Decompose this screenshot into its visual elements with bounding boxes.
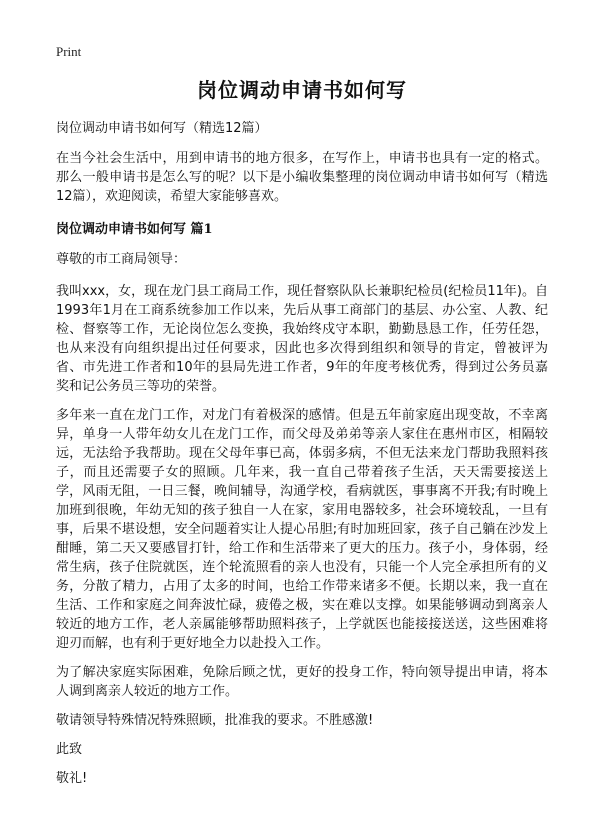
document-body [56, 75, 548, 788]
subtitle: 岗位调动申请书如何写（精选12篇） [56, 121, 268, 136]
body-paragraph: 敬请领导特殊情况特殊照顾，批准我的要求。不胜感激! [56, 713, 374, 728]
print-link[interactable]: Print [56, 44, 82, 59]
section-heading: 岗位调动申请书如何写 篇1 [56, 222, 213, 237]
closing-regards: 敬礼! [56, 771, 88, 786]
intro-paragraph: 在当今社会生活中，用到申请书的地方很多，在写作上，申请书也具有一定的格式。那么一般申请书是怎么写的呢？以下是小编收集整理的岗位调动申请书如何写（精选12篇），欢迎阅读，希望大家能够喜欢。 [56, 151, 548, 204]
body-paragraph: 为了解决家庭实际困难，免除后顾之忧，更好的投身工作，特向领导提出申请，将本人调到离亲人较近的地方工作。 [56, 665, 548, 699]
body-paragraph: 我叫xxx，女，现在龙门县工商局工作，现任督察队队长兼职纪检员(纪检员11年)。自1993年1月在工商系统参加工作以来，先后从事工商部门的基层、办公室、人教、纪检、督察等工作，无论岗位怎么变换，我始终戍守本职，勤勤恳恳工作，任劳任怨，也从来没有向组织提出过任何要求，因此也多次得到组织和领导的肯定，曾被评为省、市先进工作者和10年的县局先进工作者，9年的年度考核优秀，得到过公务员嘉奖和记公务员三等功的荣誉。 [56, 284, 548, 394]
greeting: 尊敬的市工商局领导： [56, 252, 187, 267]
body-paragraph: 多年来一直在龙门工作，对龙门有着极深的感情。但是五年前家庭出现变故，不幸离异，单身一人带年幼女儿在龙门工作，而父母及弟弟等亲人家住在惠州市区，相隔较远，无法给予我帮助。现在父母年事已高，体弱多病，不但无法来龙门帮助我照料孩子，而且还需要子女的照顾。几年来，我一直自己带着孩子生活，天天需要接送上学，风雨无阻，一日三餐，晚间辅导，沟通学校，看病就医，事事离不开我;有时晚上加班到很晚，年幼无知的孩子独自一人在家，家用电器较多，社会环境较乱，一旦有事，后果不堪设想，安全问题着实让人提心吊胆;有时加班回家，孩子自己躺在沙发上酣睡，第二天又要感冒打针，给工作和生活带来了更大的压力。孩子小，身体弱，经常生病，孩子住院就医，连个轮流照看的亲人也没有，只能一个人完全承担所有的义务，分散了精力，占用了太多的时间，也给工作带来诸多不便。长期以来，我一直在生活、工作和家庭之间奔波忙碌，疲倦之极，实在难以支撑。如果能够调动到离亲人较近的地方工作，老人亲属能够帮助照料孩子，上学就医也能接接送送，这些困难将迎刃而解，也有利于更好地全力以赴投入工作。 [56, 408, 548, 651]
page-title: 岗位调动申请书如何写 [197, 78, 407, 102]
closing-salutation: 此致 [56, 742, 83, 757]
